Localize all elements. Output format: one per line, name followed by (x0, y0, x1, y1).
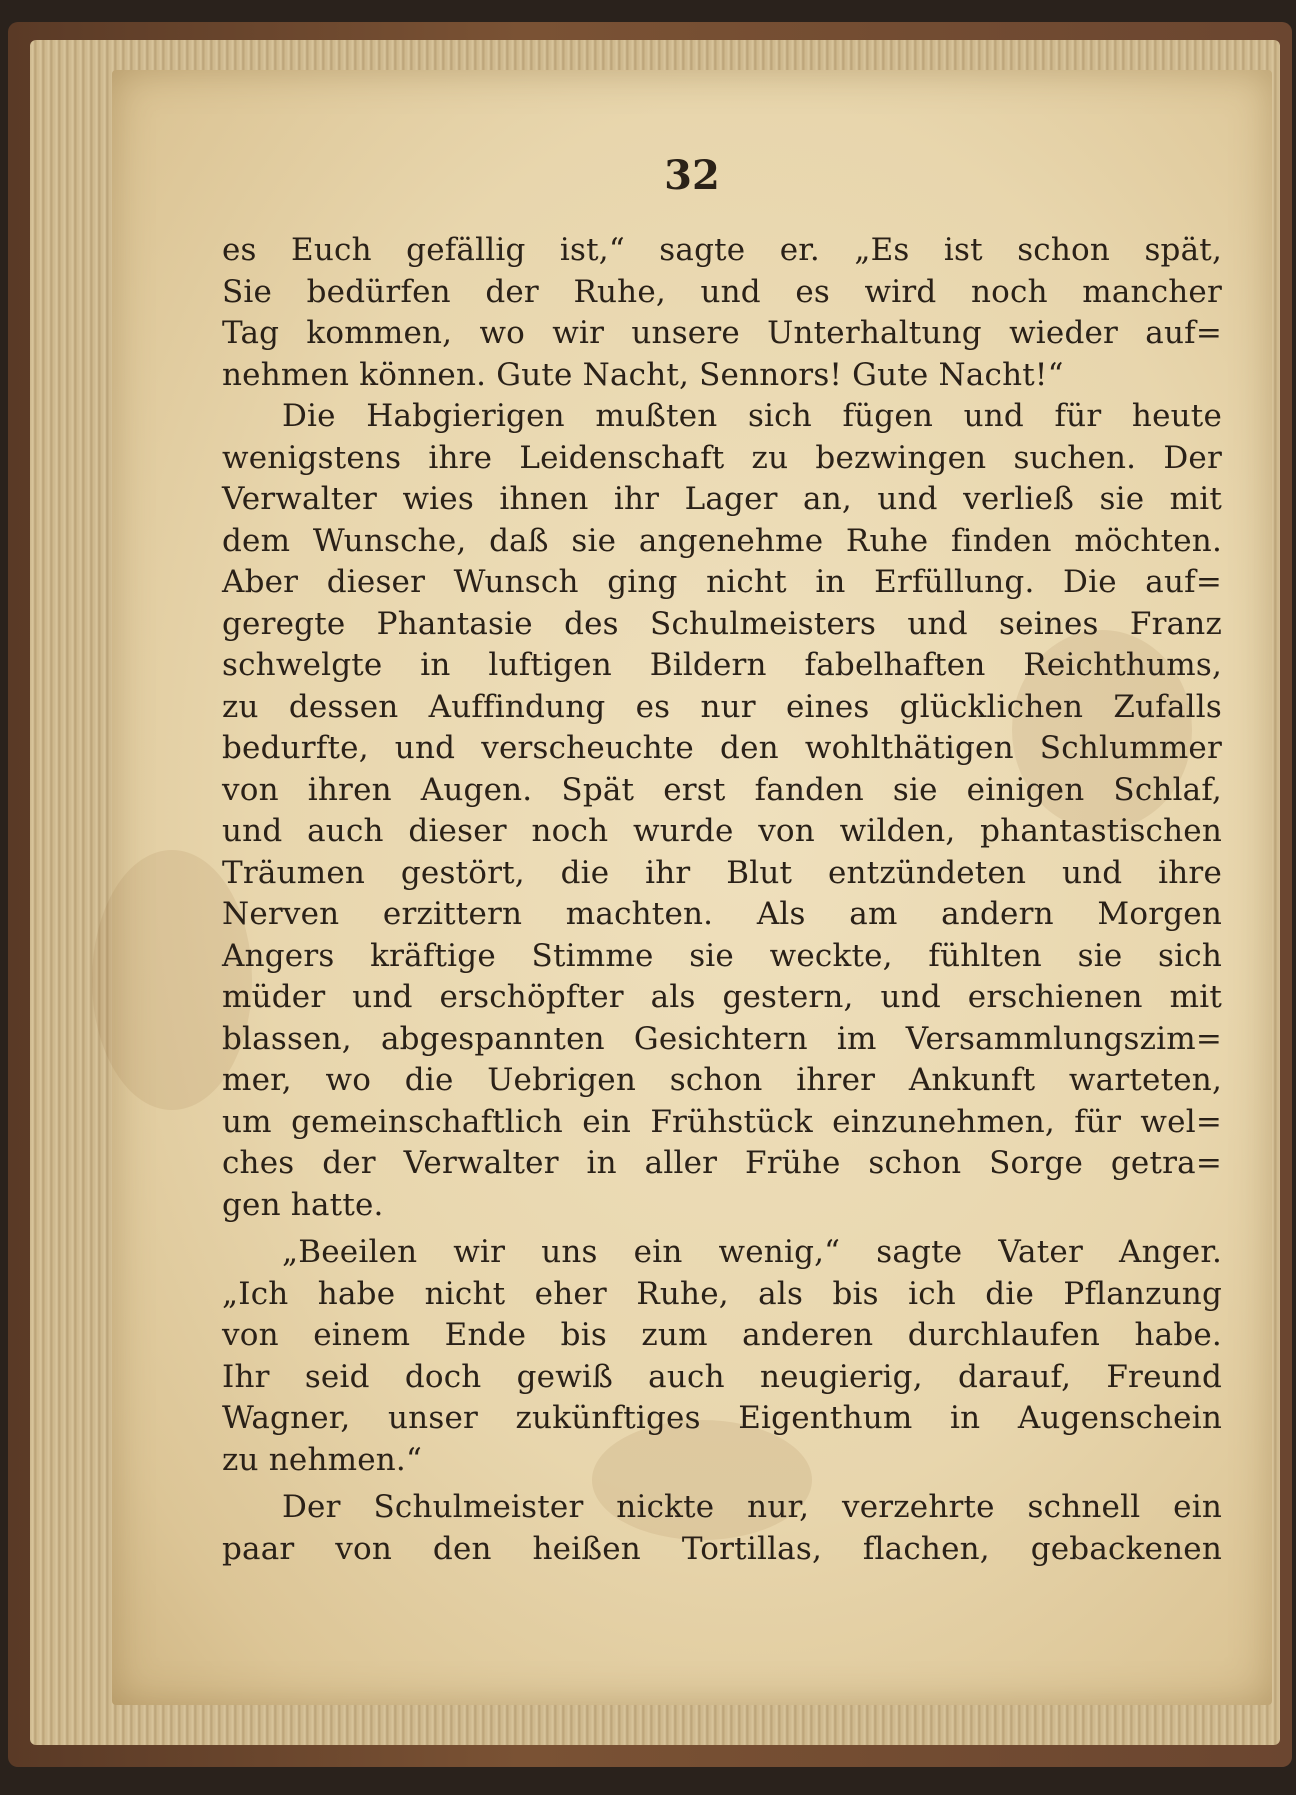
text-line: müder und erschöpfter als gestern, und erschienen mit (222, 979, 1222, 1015)
text-line: Angers kräftige Stimme sie weckte, fühlten sie sich (222, 937, 1222, 974)
text-line: paar von den heißen Tortillas, flachen, gebackenen (222, 1530, 1222, 1567)
text-line: blassen, abgespannten Gesichtern im Versammlungszim= (222, 1020, 1222, 1057)
text-line: und auch dieser noch wurde von wilden, phantastischen (222, 813, 1222, 849)
text-line: zu nehmen.“ (222, 1441, 423, 1478)
text-line: Verwalter wies ihnen ihr Lager an, und verließ sie mit (222, 481, 1222, 517)
book-page (112, 70, 1272, 1705)
text-line: bedurfte, und verscheuchte den wohlthätigen Schlummer (222, 730, 1222, 766)
text-line: Tag kommen, wo wir unsere Unterhaltung wieder auf= (222, 315, 1222, 351)
text-line: Ihr seid doch gewiß auch neugierig, darauf, Freund (222, 1358, 1222, 1395)
text-line: gen hatte. (222, 1186, 384, 1223)
text-line: dem Wunsche, daß sie angenehme Ruhe finden möchten. (222, 522, 1222, 559)
text-line: Die Habgierigen mußten sich fügen und für heute (282, 398, 1222, 434)
text-line: Nerven erzittern machten. Als am andern Morgen (222, 896, 1222, 932)
text-line: wenigstens ihre Leidenschaft zu bezwingen suchen. Der (222, 439, 1222, 476)
text-line: Aber dieser Wunsch ging nicht in Erfüllung. Die auf= (222, 564, 1222, 600)
text-line: Der Schulmeister nickte nur, verzehrte schnell ein (282, 1489, 1222, 1525)
text-line: Träumen gestört, die ihr Blut entzündeten und ihre (222, 854, 1222, 891)
text-line: „Beeilen wir uns ein wenig,“ sagte Vater Anger. (282, 1234, 1222, 1270)
page-number: 32 (664, 152, 720, 199)
text-line: von einem Ende bis zum anderen durchlaufen habe. (222, 1317, 1222, 1353)
text-line: nehmen können. Gute Nacht, Sennors! Gute Nacht!“ (222, 356, 1064, 393)
text-line: mer, wo die Uebrigen schon ihrer Ankunft warteten, (222, 1062, 1222, 1098)
text-line: geregte Phantasie des Schulmeisters und seines Franz (222, 605, 1222, 642)
text-line: um gemeinschaftlich ein Frühstück einzunehmen, für wel= (222, 1103, 1222, 1140)
body-text (222, 230, 1222, 1570)
text-line: Wagner, unser zukünftiges Eigenthum in Augenschein (222, 1400, 1222, 1436)
text-line: es Euch gefällig ist,“ sagte er. „Es ist schon spät, (222, 232, 1222, 268)
text-line: zu dessen Auffindung es nur eines glücklichen Zufalls (222, 688, 1222, 725)
text-line: schwelgte in luftigen Bildern fabelhaften Reichthums, (222, 647, 1222, 683)
text-line: Sie bedürfen der Ruhe, und es wird noch mancher (222, 273, 1222, 310)
text-line: „Ich habe nicht eher Ruhe, als bis ich die Pflanzung (222, 1275, 1222, 1312)
text-line: von ihren Augen. Spät erst fanden sie einigen Schlaf, (222, 771, 1222, 808)
text-line: ches der Verwalter in aller Frühe schon Sorge getra= (222, 1145, 1222, 1181)
